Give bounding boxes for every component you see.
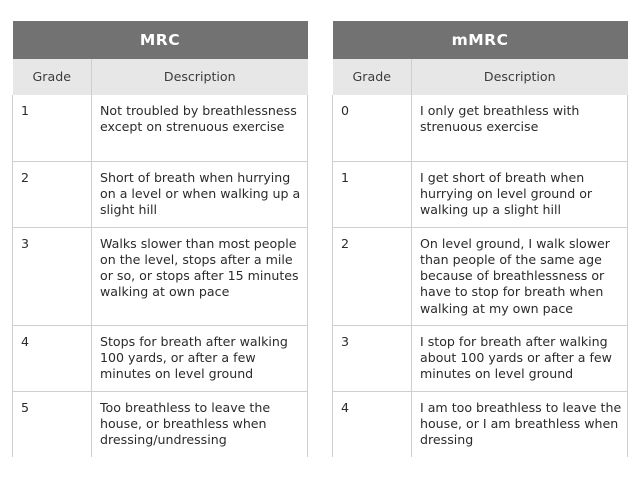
mrc-description-header: Description [92,59,308,95]
table-row [333,95,628,161]
description-cell: I get short of breath when hurrying on level ground or walking up a slight hill [412,161,628,227]
description-cell: I stop for breath after walking about 100 yards or after a few minutes on level ground [412,325,628,391]
description-cell: Too breathless to leave the house, or breathless when dressing/undressing [92,391,308,457]
table-row [13,391,308,457]
grade-cell: 2 [13,161,92,227]
grade-cell: 1 [13,95,92,161]
description-cell: Stops for breath after walking 100 yards, or after a few minutes on level ground [92,325,308,391]
description-cell: I only get breathless with strenuous exercise [412,95,628,161]
table-row [13,95,308,161]
mrc-grade-header: Grade [13,59,92,95]
table-row [333,161,628,227]
description-cell: On level ground, I walk slower than people of the same age because of breathlessness or have to stop for breath when walking at my own pace [412,227,628,325]
grade-cell: 3 [13,227,92,325]
table-row [333,391,628,457]
mrc-table [12,21,308,457]
mrc-title: MRC [13,21,308,59]
grade-cell: 3 [333,325,412,391]
grade-cell: 4 [13,325,92,391]
description-cell: Walks slower than most people on the level, stops after a mile or so, or stops after 15 minutes walking at own pace [92,227,308,325]
grade-cell: 5 [13,391,92,457]
description-cell: I am too breathless to leave the house, or I am breathless when dressing [412,391,628,457]
mmrc-table [332,21,628,457]
mmrc-description-header: Description [412,59,628,95]
grade-cell: 2 [333,227,412,325]
grade-cell: 4 [333,391,412,457]
table-row [333,325,628,391]
grade-cell: 1 [333,161,412,227]
table-row [13,161,308,227]
description-cell: Short of breath when hurrying on a level or when walking up a slight hill [92,161,308,227]
grade-cell: 0 [333,95,412,161]
table-row [13,227,308,325]
table-row [13,325,308,391]
mmrc-title: mMRC [333,21,628,59]
description-cell: Not troubled by breathlessness except on strenuous exercise [92,95,308,161]
mmrc-grade-header: Grade [333,59,412,95]
table-row [333,227,628,325]
